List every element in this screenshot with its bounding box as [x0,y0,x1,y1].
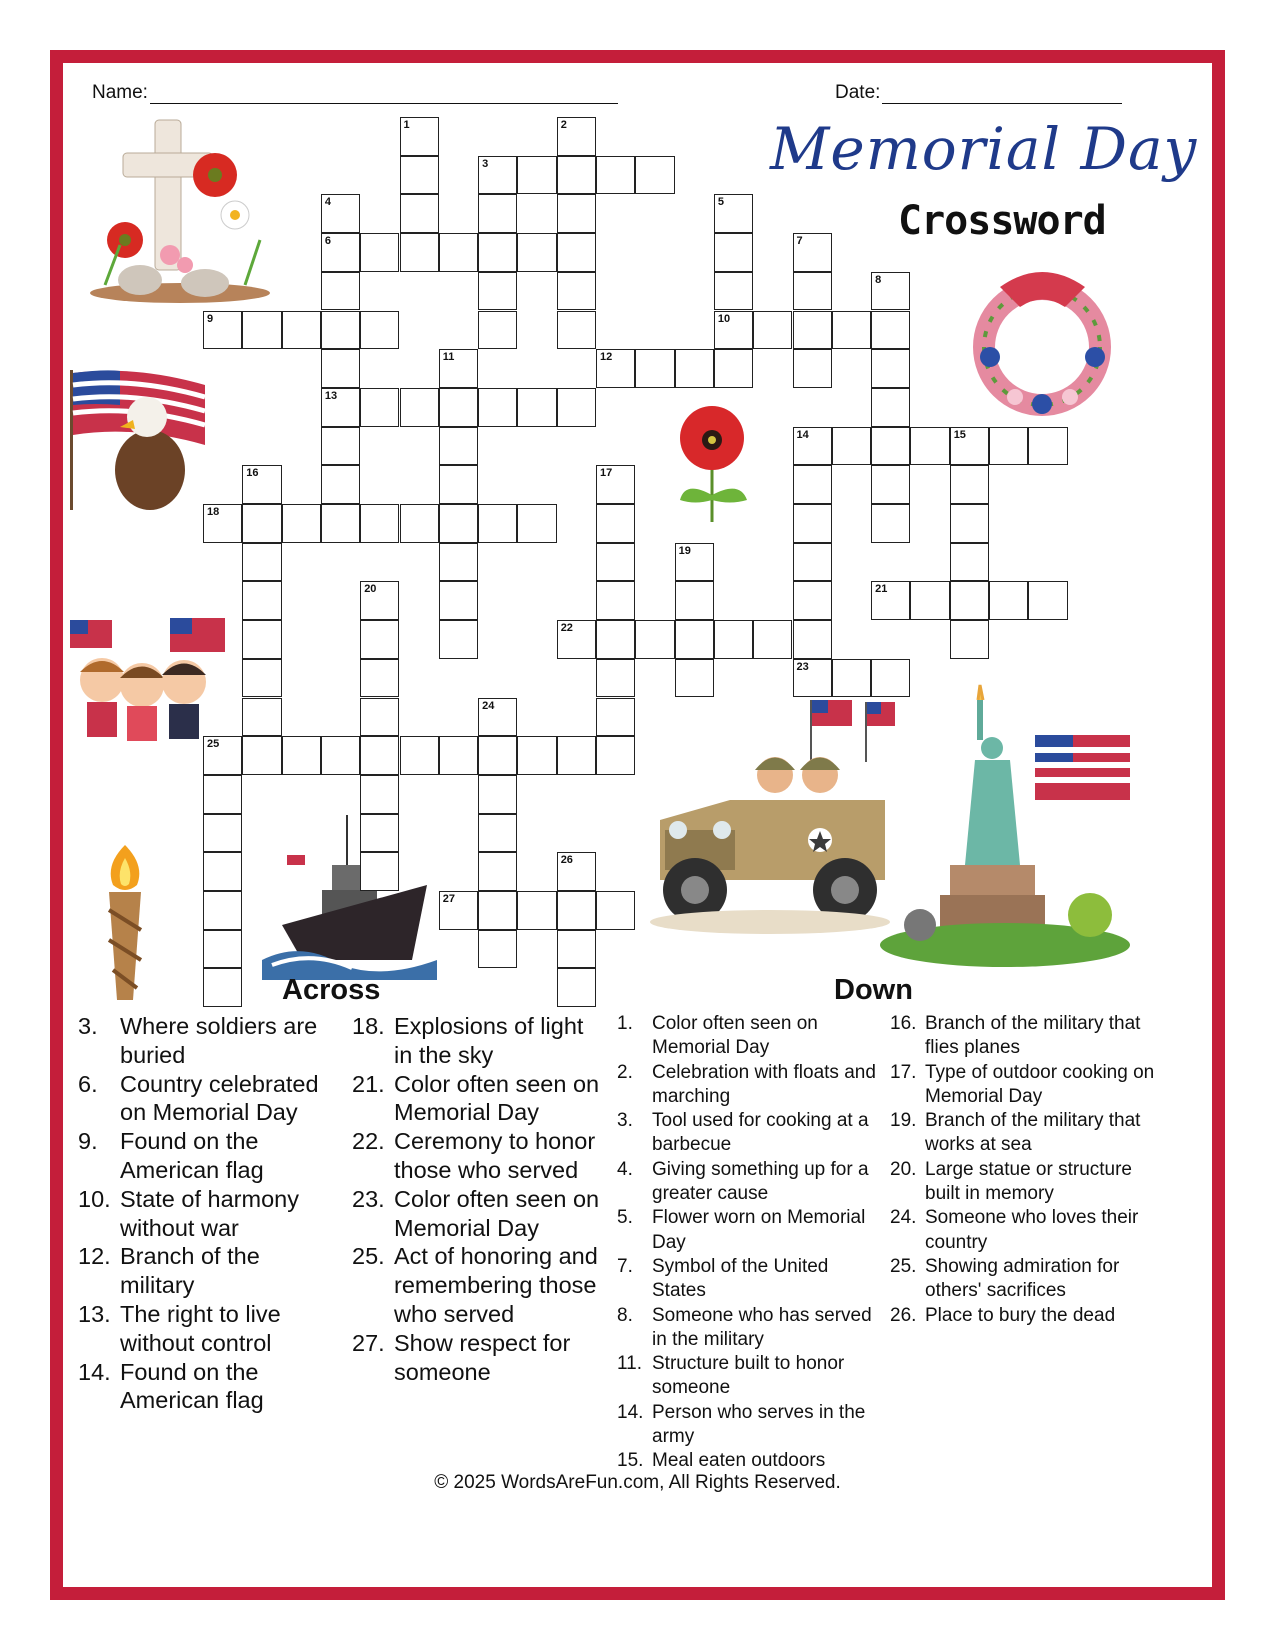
clue-number: 10 [717,312,731,325]
grid-cell[interactable] [478,504,517,543]
down-clue: 5. Flower worn on Memorial Day [617,1207,866,1253]
title-memorial-day: Memorial Day [770,115,1198,183]
grid-cell[interactable] [557,968,596,1007]
grid-cell[interactable] [1028,427,1067,466]
grid-cell[interactable] [360,233,399,272]
grid-cell[interactable] [400,504,439,543]
across-clue: 25. Act of honoring and remembering those who served [352,1243,598,1327]
grid-cell[interactable] [478,891,517,930]
grid-cell[interactable] [478,814,517,853]
grid-cell[interactable] [439,581,478,620]
grid-cell[interactable] [321,465,360,504]
grid-cell[interactable] [910,427,949,466]
grid-cell[interactable] [242,620,281,659]
grid-cell[interactable] [282,504,321,543]
down-clues-col1 [617,1012,877,1474]
grid-cell[interactable] [793,233,832,272]
grid-cell[interactable] [478,775,517,814]
grid-cell[interactable] [439,349,478,388]
grid-cell[interactable] [596,465,635,504]
grid-cell[interactable] [517,388,556,427]
clue-number: 19 [678,544,691,557]
down-clue: 24. Someone who loves their country [890,1207,1139,1253]
grid-cell[interactable] [242,543,281,582]
grid-cell[interactable] [517,736,556,775]
grid-cell[interactable] [400,117,439,156]
grid-cell[interactable] [596,543,635,582]
grid-cell[interactable] [871,349,910,388]
grid-cell[interactable] [400,736,439,775]
grid-cell[interactable] [557,930,596,969]
grid-cell[interactable] [793,620,832,659]
grid-cell[interactable] [321,736,360,775]
grid-cell[interactable] [635,156,674,195]
grid-cell[interactable] [360,388,399,427]
clue-number: 21 [875,583,888,596]
grid-cell[interactable] [203,504,242,543]
grid-cell[interactable] [360,504,399,543]
clue-number: 16 [246,467,259,480]
grid-cell[interactable] [950,427,989,466]
grid-cell[interactable] [478,930,517,969]
grid-cell[interactable] [439,543,478,582]
down-clue: 14. Person who serves in the army [617,1401,866,1448]
clue-number: 12 [600,351,613,364]
grid-cell[interactable] [714,620,753,659]
grid-cell[interactable] [203,930,242,969]
grid-cell[interactable] [360,659,399,698]
grid-cell[interactable] [950,543,989,582]
grid-cell[interactable] [793,311,832,350]
grid-cell[interactable] [203,852,242,891]
grid-cell[interactable] [753,620,792,659]
grid-cell[interactable] [557,272,596,311]
title-crossword: Crossword [898,198,1106,244]
grid-cell[interactable] [871,427,910,466]
grid-cell[interactable] [832,311,871,350]
across-clue: 13. The right to live without control [78,1300,281,1356]
date-label: Date: [835,82,881,103]
grid-cell[interactable] [596,156,635,195]
grid-cell[interactable] [793,465,832,504]
grid-cell[interactable] [321,272,360,311]
down-clue: 26. Place to bury the dead [890,1304,1116,1326]
grid-cell[interactable] [321,427,360,466]
clue-number: 27 [442,893,456,905]
grid-cell[interactable] [557,311,596,350]
grid-cell[interactable] [400,156,439,195]
clue-number: 8 [875,273,882,286]
grid-cell[interactable] [203,968,242,1007]
down-clue: 17. Type of outdoor cooking on Memorial Day [890,1061,1155,1107]
clue-number: 15 [953,428,966,441]
grid-cell[interactable] [439,427,478,466]
grid-cell[interactable] [478,156,517,195]
grid-cell[interactable] [400,388,439,427]
clue-number: 14 [796,428,809,441]
grid-cell[interactable] [596,349,635,388]
grid-cell[interactable] [242,659,281,698]
grid-cell[interactable] [360,620,399,659]
grid-cell[interactable] [714,233,753,272]
grid-cell[interactable] [203,814,242,853]
grid-cell[interactable] [478,311,517,350]
clue-number: 17 [600,467,613,480]
grid-cell[interactable] [439,891,478,930]
grid-cell[interactable] [321,233,360,272]
grid-cell[interactable] [242,698,281,737]
grid-cell[interactable] [871,504,910,543]
down-clue: 1. Color often seen on Memorial Day [617,1013,818,1059]
grid-cell[interactable] [793,504,832,543]
grid-cell[interactable] [478,852,517,891]
clue-number: 5 [717,196,725,209]
grid-cell[interactable] [793,427,832,466]
clue-number: 3 [482,157,489,170]
grid-cell[interactable] [321,504,360,543]
grid-cell[interactable] [557,233,596,272]
grid-cell[interactable] [871,272,910,311]
grid-cell[interactable] [203,736,242,775]
across-clue: 9. Found on the American flag [78,1128,264,1183]
grid-cell[interactable] [793,659,832,698]
down-clue: 19. Branch of the military that works at sea [890,1110,1141,1156]
down-clue: 2. Celebration with floats and marching [617,1061,876,1107]
down-clue: 16. Branch of the military that flies planes [890,1013,1141,1059]
grid-cell[interactable] [400,194,439,233]
grid-cell[interactable] [478,272,517,311]
grid-cell[interactable] [360,814,399,853]
grid-cell[interactable] [950,581,989,620]
grid-cell[interactable] [439,388,478,427]
grid-cell[interactable] [439,620,478,659]
across-clue: 12. Branch of the military [78,1243,260,1299]
down-clues-col2 [890,1012,1160,1328]
grid-cell[interactable] [321,388,360,427]
grid-cell[interactable] [557,852,596,891]
clue-number: 20 [364,583,377,596]
across-clue: 18. Explosions of light in the sky [352,1013,584,1068]
grid-cell[interactable] [950,465,989,504]
across-clue: 14. Found on the American flag [78,1358,264,1414]
down-clue: 8. Someone who has served in the military [617,1304,872,1350]
grid-cell[interactable] [596,620,635,659]
grid-cell[interactable] [675,659,714,698]
grid-cell[interactable] [321,194,360,233]
grid-cell[interactable] [400,233,439,272]
grid-cell[interactable] [282,736,321,775]
name-label: Name: [92,82,148,103]
grid-cell[interactable] [675,543,714,582]
grid-cell[interactable] [635,620,674,659]
grid-cell[interactable] [517,504,556,543]
grid-cell[interactable] [793,581,832,620]
grid-cell[interactable] [360,775,399,814]
grid-cell[interactable] [557,891,596,930]
grid-cell[interactable] [871,659,910,698]
across-clue: 21. Color often seen on Memorial Day [352,1070,600,1126]
grid-cell[interactable] [910,581,949,620]
clue-number: 4 [324,196,332,209]
grid-cell[interactable] [321,311,360,350]
clue-number: 11 [442,351,455,364]
grid-cell[interactable] [989,427,1028,466]
grid-cell[interactable] [203,891,242,930]
grid-cell[interactable] [439,504,478,543]
grid-cell[interactable] [714,194,753,233]
grid-cell[interactable] [242,736,281,775]
grid-cell[interactable] [675,581,714,620]
grid-cell[interactable] [793,543,832,582]
grid-cell[interactable] [871,311,910,350]
grid-cell[interactable] [871,388,910,427]
grid-cell[interactable] [596,891,635,930]
grid-cell[interactable] [360,852,399,891]
grid-cell[interactable] [360,311,399,350]
grid-cell[interactable] [793,272,832,311]
grid-cell[interactable] [950,620,989,659]
grid-cell[interactable] [478,194,517,233]
across-clue: 22. Ceremony to honor those who served [352,1128,596,1183]
grid-cell[interactable] [871,581,910,620]
across-clues-col1 [78,1012,333,1415]
grid-cell[interactable] [478,736,517,775]
grid-cell[interactable] [282,311,321,350]
down-clue: 3. Tool used for cooking at a barbecue [617,1110,869,1156]
clue-number: 1 [403,119,410,131]
grid-cell[interactable] [242,311,281,350]
clue-number: 2 [560,119,567,131]
grid-cell[interactable] [675,620,714,659]
down-clue: 7. Symbol of the United States [617,1255,829,1302]
clue-number: 25 [207,738,220,751]
across-clue: 27. Show respect for someone [352,1329,571,1385]
down-clue: 4. Giving something up for a greater cause [617,1158,869,1205]
across-clue: 3. Where soldiers are buried [78,1013,318,1068]
grid-cell[interactable] [478,233,517,272]
grid-cell[interactable] [714,311,753,350]
grid-cell[interactable] [1028,581,1067,620]
grid-cell[interactable] [478,388,517,427]
clue-number: 7 [796,235,803,248]
grid-cell[interactable] [517,233,556,272]
clue-number: 26 [560,854,573,867]
down-clue: 25. Showing admiration for others' sacrifices [890,1255,1120,1302]
clue-number: 6 [324,235,332,248]
grid-cell[interactable] [714,272,753,311]
across-clue: 10. State of harmony without war [78,1185,299,1241]
grid-cell[interactable] [989,581,1028,620]
grid-cell[interactable] [557,388,596,427]
across-clue: 6. Country celebrated on Memorial Day [78,1070,319,1126]
grid-cell[interactable] [439,736,478,775]
grid-cell[interactable] [950,504,989,543]
copyright-footer: © 2025 WordsAreFun.com, All Rights Reserved. [434,1472,841,1493]
grid-cell[interactable] [714,349,753,388]
grid-cell[interactable] [793,349,832,388]
grid-cell[interactable] [203,775,242,814]
grid-cell[interactable] [596,736,635,775]
grid-cell[interactable] [557,194,596,233]
clue-number: 13 [324,389,338,402]
grid-cell[interactable] [596,581,635,620]
grid-cell[interactable] [360,698,399,737]
grid-cell[interactable] [439,465,478,504]
down-clue: 11. Structure built to honor someone [617,1353,845,1399]
clue-number: 22 [560,622,573,635]
grid-cell[interactable] [675,349,714,388]
across-clues-col2 [352,1012,602,1386]
grid-cell[interactable] [596,504,635,543]
grid-cell[interactable] [321,349,360,388]
clue-number: 18 [207,506,220,518]
grid-cell[interactable] [557,117,596,156]
grid-cell[interactable] [596,659,635,698]
down-clue: 15. Meal eaten outdoors [617,1450,826,1472]
clue-number: 23 [796,660,809,673]
grid-cell[interactable] [557,736,596,775]
grid-cell[interactable] [478,698,517,737]
grid-cell[interactable] [753,311,792,350]
grid-cell[interactable] [557,620,596,659]
grid-cell[interactable] [242,581,281,620]
grid-cell[interactable] [596,698,635,737]
grid-cell[interactable] [871,465,910,504]
grid-cell[interactable] [242,504,281,543]
across-heading: Across [282,974,381,1006]
grid-cell[interactable] [242,465,281,504]
down-clue: 20. Large statue or structure built in memory [890,1158,1132,1205]
grid-cell[interactable] [832,659,871,698]
clue-number: 24 [482,699,495,712]
grid-cell[interactable] [557,156,596,195]
grid-cell[interactable] [635,349,674,388]
grid-cell[interactable] [360,581,399,620]
grid-cell[interactable] [203,311,242,350]
grid-cell[interactable] [517,891,556,930]
clue-number: 9 [207,312,214,325]
grid-cell[interactable] [517,156,556,195]
down-heading: Down [834,974,913,1006]
across-clue: 23. Color often seen on Memorial Day [352,1185,600,1241]
grid-cell[interactable] [832,427,871,466]
grid-cell[interactable] [360,736,399,775]
grid-cell[interactable] [439,233,478,272]
